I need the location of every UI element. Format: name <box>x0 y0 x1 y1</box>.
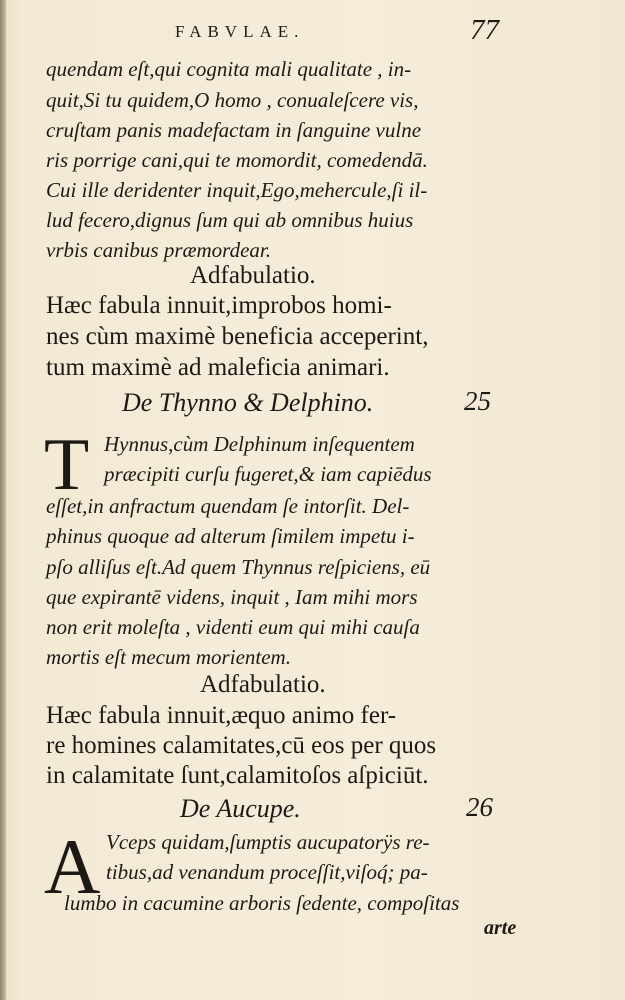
page-gutter <box>0 0 6 1000</box>
text-line: lud fecero,dignus ſum qui ab omnibus huius <box>46 208 414 232</box>
text-line: Cui ille deridenter inquit,Ego,mehercule,ſi il- <box>46 178 428 202</box>
text-line: vrbis canibus præmordear. <box>46 238 271 262</box>
text-line: non erit moleſta , videnti eum qui mihi cauſa <box>46 615 420 639</box>
text-line: quit,Si tu quidem,O homo , conualeſcere vis, <box>46 88 419 112</box>
moral-line: tum maximè ad maleficia animari. <box>46 354 390 381</box>
catchword: arte <box>484 917 517 939</box>
moral-line: re homines calamitates,cū eos per quos <box>46 732 437 759</box>
moral-heading: Adfabulatio. <box>190 262 316 289</box>
running-title: FABVLAE. <box>175 22 305 41</box>
text-line: phinus quoque ad alterum ſimilem impetu i- <box>46 524 415 548</box>
text-line: mortis eſt mecum morientem. <box>46 645 291 669</box>
text-line: eſſet,in anfractum quendam ſe intorſit. Del- <box>46 494 410 518</box>
text-line: pſo alliſus eſt.Ad quem Thynnus reſpiciens, eū <box>46 555 431 579</box>
text-line: quendam eſt,qui cognita mali qualitate , in- <box>46 57 412 81</box>
moral-line: in calamitate ſunt,calamitoſos aſpiciūt. <box>46 762 429 789</box>
text-line: ris porrige cani,qui te momordit, comedendā. <box>46 148 428 172</box>
text-line: Vceps quidam,ſumptis aucupatorÿs re- <box>106 830 430 854</box>
fable-number: 25 <box>464 386 491 416</box>
moral-line: Hæc fabula innuit,æquo animo fer- <box>46 702 397 729</box>
moral-line: nes cùm maximè beneficia acceperint, <box>46 323 429 350</box>
text-line: Hynnus,cùm Delphinum inſequentem <box>104 432 415 456</box>
fable-number: 26 <box>466 792 493 822</box>
text-line: cruſtam panis madefactam in ſanguine vulne <box>46 118 422 142</box>
page-number: 77 <box>470 14 499 46</box>
fable-title: De Thynno & Delphino. <box>122 388 374 417</box>
moral-line: Hæc fabula innuit,improbos homi- <box>46 292 392 319</box>
text-line: que expirantē videns, inquit , Iam mihi mors <box>46 585 418 609</box>
drop-capital: T <box>44 424 90 506</box>
text-line: lumbo in cacumine arboris ſedente, compoſitas <box>64 891 460 915</box>
text-line: tibus,ad venandum proceſſit,viſoq́; pa- <box>106 860 428 884</box>
drop-capital: A <box>44 823 101 910</box>
text-line: præcipiti curſu fugeret,& iam capiēdus <box>104 462 432 486</box>
fable-title: De Aucupe. <box>180 794 301 823</box>
moral-heading: Adfabulatio. <box>200 671 326 698</box>
